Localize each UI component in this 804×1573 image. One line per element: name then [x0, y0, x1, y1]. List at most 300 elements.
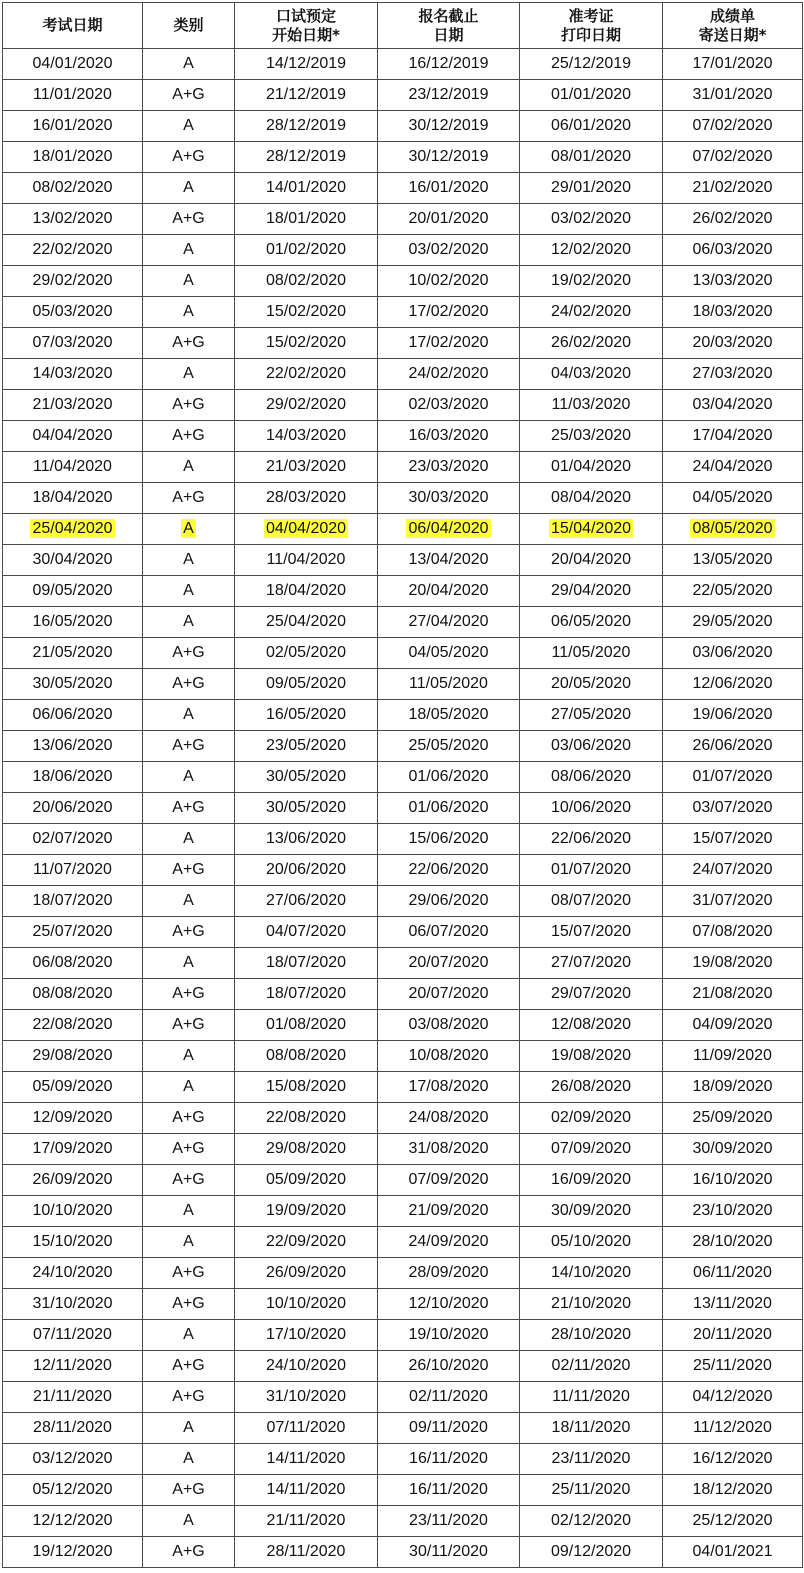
- transcript-mail-cell: [663, 514, 803, 545]
- cell-text: 28/10/2020: [692, 1233, 773, 1250]
- cell-text: 15/07/2020: [550, 923, 632, 940]
- cell-text: 24/08/2020: [408, 1109, 489, 1126]
- cell-text: 13/05/2020: [692, 551, 773, 568]
- exam-date-cell: [3, 1227, 143, 1258]
- deadline-cell: [378, 1196, 520, 1227]
- table-row: [3, 886, 803, 917]
- category-cell: [143, 1351, 235, 1382]
- cell-text: 01/04/2020: [550, 458, 632, 475]
- transcript-mail-cell: [663, 142, 803, 173]
- ticket-print-cell: [520, 1413, 663, 1444]
- cell-text: 11/09/2020: [693, 1047, 772, 1064]
- cell-text: 21/08/2020: [692, 985, 773, 1002]
- cell-text: 06/07/2020: [408, 923, 489, 940]
- cell-text: A: [183, 1512, 194, 1529]
- deadline-cell: [378, 142, 520, 173]
- cell-text: 04/01/2021: [692, 1543, 773, 1560]
- exam-date-cell: [3, 80, 143, 111]
- cell-text: A+G: [172, 861, 205, 878]
- cell-text: 02/07/2020: [32, 830, 113, 847]
- table-row: [3, 669, 803, 700]
- cell-text: 04/09/2020: [692, 1016, 773, 1033]
- table-row: [3, 1072, 803, 1103]
- cell-text: A: [183, 1233, 194, 1250]
- cell-text: 25/12/2020: [692, 1512, 773, 1529]
- transcript-mail-cell: [663, 855, 803, 886]
- ticket-print-cell: [520, 452, 663, 483]
- speaking-start-cell: [235, 731, 378, 762]
- cell-text: 07/02/2020: [692, 117, 773, 134]
- deadline-cell: [378, 390, 520, 421]
- cell-text: 16/11/2020: [409, 1450, 488, 1467]
- cell-text: 28/03/2020: [265, 489, 347, 506]
- header-speaking-start-date: [235, 3, 378, 49]
- ticket-print-cell: [520, 204, 663, 235]
- category-cell: [143, 266, 235, 297]
- cell-text: 15/02/2020: [265, 303, 347, 320]
- table-row: [3, 1382, 803, 1413]
- deadline-cell: [378, 111, 520, 142]
- speaking-start-cell: [235, 886, 378, 917]
- category-cell: [143, 1382, 235, 1413]
- cell-text: A+G: [172, 396, 205, 413]
- cell-text: 11/05/2020: [551, 644, 631, 661]
- table-row: [3, 1351, 803, 1382]
- deadline-cell: [378, 1103, 520, 1134]
- cell-text: 02/05/2020: [265, 644, 347, 661]
- deadline-cell: [378, 359, 520, 390]
- category-cell: [143, 1413, 235, 1444]
- category-cell: [143, 1506, 235, 1537]
- cell-text: A: [183, 520, 194, 537]
- deadline-cell: [378, 1258, 520, 1289]
- deadline-cell: [378, 1382, 520, 1413]
- exam-date-cell: [3, 762, 143, 793]
- cell-text: 22/06/2020: [550, 830, 632, 847]
- cell-text: 12/08/2020: [550, 1016, 632, 1033]
- exam-date-cell: [3, 669, 143, 700]
- cell-text: 19/10/2020: [408, 1326, 489, 1343]
- table-row: [3, 1041, 803, 1072]
- cell-text: 04/07/2020: [265, 923, 347, 940]
- cell-text: A+G: [172, 1357, 205, 1374]
- header-line: 口试预定: [275, 6, 336, 25]
- category-cell: [143, 111, 235, 142]
- cell-text: 19/12/2020: [32, 1543, 113, 1560]
- cell-text: 25/04/2020: [265, 613, 347, 630]
- table-row: [3, 1537, 803, 1568]
- cell-text: 18/04/2020: [265, 582, 347, 599]
- cell-text: 30/11/2020: [409, 1543, 488, 1560]
- cell-text: 16/12/2020: [692, 1450, 773, 1467]
- cell-text: 13/03/2020: [692, 272, 773, 289]
- cell-text: 28/09/2020: [408, 1264, 489, 1281]
- cell-text: 02/12/2020: [550, 1512, 632, 1529]
- cell-text: 04/03/2020: [550, 365, 632, 382]
- schedule-body: [3, 49, 803, 1568]
- cell-text: 07/08/2020: [692, 923, 773, 940]
- cell-text: A+G: [172, 1543, 205, 1560]
- ticket-print-cell: [520, 1320, 663, 1351]
- cell-text: 03/12/2020: [32, 1450, 113, 1467]
- deadline-cell: [378, 514, 520, 545]
- category-cell: [143, 886, 235, 917]
- cell-text: A: [183, 1326, 194, 1343]
- category-cell: [143, 824, 235, 855]
- speaking-start-cell: [235, 390, 378, 421]
- cell-text: 26/02/2020: [692, 210, 773, 227]
- table-row: [3, 1506, 803, 1537]
- header-exam-date: [3, 3, 143, 49]
- deadline-cell: [378, 1010, 520, 1041]
- cell-text: 16/11/2020: [409, 1481, 488, 1498]
- category-cell: [143, 297, 235, 328]
- cell-text: 22/08/2020: [265, 1109, 347, 1126]
- cell-text: 18/09/2020: [692, 1078, 773, 1095]
- cell-text: 14/12/2019: [265, 55, 347, 72]
- table-row: [3, 111, 803, 142]
- deadline-cell: [378, 731, 520, 762]
- speaking-start-cell: [235, 80, 378, 111]
- cell-text: 26/09/2020: [32, 1171, 113, 1188]
- table-row: [3, 948, 803, 979]
- exam-date-cell: [3, 1041, 143, 1072]
- cell-text: 02/11/2020: [551, 1357, 631, 1374]
- table-row: [3, 824, 803, 855]
- cell-text: A+G: [172, 489, 205, 506]
- category-cell: [143, 328, 235, 359]
- exam-date-cell: [3, 545, 143, 576]
- transcript-mail-cell: [663, 204, 803, 235]
- ticket-print-cell: [520, 1196, 663, 1227]
- cell-text: 21/03/2020: [265, 458, 347, 475]
- cell-text: 20/03/2020: [692, 334, 773, 351]
- ticket-print-cell: [520, 1227, 663, 1258]
- cell-text: 12/02/2020: [550, 241, 632, 258]
- ticket-print-cell: [520, 1475, 663, 1506]
- cell-text: 13/04/2020: [408, 551, 489, 568]
- deadline-cell: [378, 1444, 520, 1475]
- cell-text: 16/03/2020: [408, 427, 489, 444]
- exam-date-cell: [3, 235, 143, 266]
- ticket-print-cell: [520, 1041, 663, 1072]
- cell-text: 30/12/2019: [408, 117, 489, 134]
- cell-text: 18/05/2020: [408, 706, 489, 723]
- category-cell: [143, 514, 235, 545]
- speaking-start-cell: [235, 173, 378, 204]
- transcript-mail-cell: [663, 111, 803, 142]
- exam-date-cell: [3, 576, 143, 607]
- speaking-start-cell: [235, 576, 378, 607]
- speaking-start-cell: [235, 1134, 378, 1165]
- speaking-start-cell: [235, 1289, 378, 1320]
- deadline-cell: [378, 576, 520, 607]
- table-row: [3, 1258, 803, 1289]
- speaking-start-cell: [235, 1072, 378, 1103]
- table-row: [3, 49, 803, 80]
- table-row: [3, 297, 803, 328]
- exam-date-cell: [3, 886, 143, 917]
- deadline-cell: [378, 49, 520, 80]
- cell-text: 27/04/2020: [408, 613, 489, 630]
- header-row: [3, 3, 803, 49]
- ticket-print-cell: [520, 545, 663, 576]
- cell-text: 01/07/2020: [550, 861, 632, 878]
- transcript-mail-cell: [663, 1351, 803, 1382]
- deadline-cell: [378, 1165, 520, 1196]
- cell-text: 06/04/2020: [408, 520, 489, 537]
- table-row: [3, 483, 803, 514]
- cell-text: 03/06/2020: [550, 737, 632, 754]
- cell-text: 06/11/2020: [693, 1264, 772, 1281]
- exam-date-cell: [3, 607, 143, 638]
- speaking-start-cell: [235, 1475, 378, 1506]
- cell-text: 27/05/2020: [550, 706, 632, 723]
- transcript-mail-cell: [663, 669, 803, 700]
- cell-text: 16/05/2020: [32, 613, 113, 630]
- transcript-mail-cell: [663, 173, 803, 204]
- cell-text: 17/02/2020: [408, 303, 489, 320]
- cell-text: 17/02/2020: [408, 334, 489, 351]
- cell-text: A: [183, 1419, 194, 1436]
- transcript-mail-cell: [663, 1134, 803, 1165]
- speaking-start-cell: [235, 1227, 378, 1258]
- table-row: [3, 1320, 803, 1351]
- ticket-print-cell: [520, 266, 663, 297]
- header-line: 考试日期: [42, 16, 103, 34]
- cell-text: 08/02/2020: [32, 179, 113, 196]
- exam-schedule-table: [2, 2, 803, 1568]
- deadline-cell: [378, 700, 520, 731]
- cell-text: 31/08/2020: [408, 1140, 489, 1157]
- ticket-print-cell: [520, 979, 663, 1010]
- speaking-start-cell: [235, 1041, 378, 1072]
- deadline-cell: [378, 917, 520, 948]
- category-cell: [143, 1041, 235, 1072]
- transcript-mail-cell: [663, 979, 803, 1010]
- ticket-print-cell: [520, 1165, 663, 1196]
- cell-text: 15/08/2020: [265, 1078, 347, 1095]
- transcript-mail-cell: [663, 49, 803, 80]
- table-row: [3, 1413, 803, 1444]
- ticket-print-cell: [520, 235, 663, 266]
- speaking-start-cell: [235, 266, 378, 297]
- ticket-print-cell: [520, 1258, 663, 1289]
- table-row: [3, 1227, 803, 1258]
- cell-text: A+G: [172, 1016, 205, 1033]
- cell-text: 20/04/2020: [408, 582, 489, 599]
- category-cell: [143, 359, 235, 390]
- cell-text: 24/02/2020: [408, 365, 489, 382]
- deadline-cell: [378, 1320, 520, 1351]
- cell-text: A: [183, 706, 194, 723]
- category-cell: [143, 483, 235, 514]
- ticket-print-cell: [520, 762, 663, 793]
- cell-text: 12/11/2020: [33, 1357, 112, 1374]
- cell-text: 11/07/2020: [33, 861, 112, 878]
- exam-date-cell: [3, 514, 143, 545]
- cell-text: A: [183, 582, 194, 599]
- ticket-print-cell: [520, 1537, 663, 1568]
- cell-text: 21/11/2020: [266, 1512, 346, 1529]
- transcript-mail-cell: [663, 328, 803, 359]
- exam-date-cell: [3, 917, 143, 948]
- table-row: [3, 545, 803, 576]
- table-row: [3, 1103, 803, 1134]
- cell-text: 23/12/2019: [408, 86, 489, 103]
- deadline-cell: [378, 483, 520, 514]
- cell-text: 15/06/2020: [408, 830, 489, 847]
- cell-text: A: [183, 892, 194, 909]
- speaking-start-cell: [235, 948, 378, 979]
- table-row: [3, 1134, 803, 1165]
- cell-text: 18/01/2020: [32, 148, 113, 165]
- deadline-cell: [378, 1351, 520, 1382]
- exam-date-cell: [3, 142, 143, 173]
- transcript-mail-cell: [663, 700, 803, 731]
- cell-text: 05/03/2020: [32, 303, 113, 320]
- category-cell: [143, 1103, 235, 1134]
- deadline-cell: [378, 545, 520, 576]
- cell-text: 30/09/2020: [550, 1202, 632, 1219]
- ticket-print-cell: [520, 111, 663, 142]
- cell-text: 07/09/2020: [550, 1140, 632, 1157]
- cell-text: 13/11/2020: [693, 1295, 772, 1312]
- transcript-mail-cell: [663, 1103, 803, 1134]
- deadline-cell: [378, 80, 520, 111]
- deadline-cell: [378, 1134, 520, 1165]
- cell-text: A+G: [172, 985, 205, 1002]
- header-transcript-mail-date: [663, 3, 803, 49]
- table-row: [3, 607, 803, 638]
- cell-text: 27/07/2020: [550, 954, 632, 971]
- exam-date-cell: [3, 421, 143, 452]
- category-cell: [143, 1134, 235, 1165]
- cell-text: 18/11/2020: [551, 1419, 631, 1436]
- exam-date-cell: [3, 1351, 143, 1382]
- exam-date-cell: [3, 824, 143, 855]
- table-row: [3, 421, 803, 452]
- table-row: [3, 1475, 803, 1506]
- speaking-start-cell: [235, 1320, 378, 1351]
- cell-text: A: [183, 241, 194, 258]
- table-row: [3, 390, 803, 421]
- cell-text: 17/08/2020: [408, 1078, 489, 1095]
- category-cell: [143, 948, 235, 979]
- transcript-mail-cell: [663, 1258, 803, 1289]
- table-row: [3, 1289, 803, 1320]
- speaking-start-cell: [235, 204, 378, 235]
- cell-text: 23/03/2020: [408, 458, 489, 475]
- cell-text: A: [183, 55, 194, 72]
- category-cell: [143, 1537, 235, 1568]
- exam-date-cell: [3, 1537, 143, 1568]
- category-cell: [143, 1444, 235, 1475]
- cell-text: 26/09/2020: [265, 1264, 347, 1281]
- cell-text: 27/03/2020: [692, 365, 773, 382]
- cell-text: 30/05/2020: [265, 799, 347, 816]
- cell-text: 14/10/2020: [550, 1264, 632, 1281]
- speaking-start-cell: [235, 855, 378, 886]
- transcript-mail-cell: [663, 390, 803, 421]
- ticket-print-cell: [520, 793, 663, 824]
- ticket-print-cell: [520, 1072, 663, 1103]
- exam-date-cell: [3, 700, 143, 731]
- category-cell: [143, 545, 235, 576]
- cell-text: A: [183, 613, 194, 630]
- cell-text: 29/08/2020: [265, 1140, 347, 1157]
- cell-text: 23/10/2020: [692, 1202, 773, 1219]
- cell-text: 18/01/2020: [265, 210, 347, 227]
- cell-text: A: [183, 365, 194, 382]
- transcript-mail-cell: [663, 1165, 803, 1196]
- category-cell: [143, 855, 235, 886]
- ticket-print-cell: [520, 359, 663, 390]
- cell-text: 30/09/2020: [692, 1140, 773, 1157]
- ticket-print-cell: [520, 669, 663, 700]
- header-line: 寄送日期*: [698, 25, 767, 44]
- cell-text: 09/11/2020: [409, 1419, 488, 1436]
- cell-text: 29/08/2020: [32, 1047, 113, 1064]
- cell-text: 28/11/2020: [266, 1543, 346, 1560]
- category-cell: [143, 576, 235, 607]
- category-cell: [143, 1475, 235, 1506]
- deadline-cell: [378, 824, 520, 855]
- exam-date-cell: [3, 731, 143, 762]
- ticket-print-cell: [520, 731, 663, 762]
- transcript-mail-cell: [663, 359, 803, 390]
- cell-text: 03/06/2020: [692, 644, 773, 661]
- deadline-cell: [378, 948, 520, 979]
- cell-text: A+G: [172, 1295, 205, 1312]
- transcript-mail-cell: [663, 1475, 803, 1506]
- cell-text: 25/11/2020: [551, 1481, 631, 1498]
- cell-text: 15/10/2020: [32, 1233, 113, 1250]
- cell-text: 24/10/2020: [265, 1357, 347, 1374]
- cell-text: 22/06/2020: [408, 861, 489, 878]
- table-row: [3, 173, 803, 204]
- ticket-print-cell: [520, 297, 663, 328]
- cell-text: 07/11/2020: [266, 1419, 346, 1436]
- cell-text: 07/02/2020: [692, 148, 773, 165]
- speaking-start-cell: [235, 49, 378, 80]
- cell-text: 02/09/2020: [550, 1109, 632, 1126]
- exam-date-cell: [3, 1196, 143, 1227]
- table-row-highlighted: [3, 514, 803, 545]
- cell-text: 06/03/2020: [692, 241, 773, 258]
- cell-text: 26/02/2020: [550, 334, 632, 351]
- speaking-start-cell: [235, 235, 378, 266]
- exam-date-cell: [3, 1413, 143, 1444]
- cell-text: 06/08/2020: [32, 954, 113, 971]
- speaking-start-cell: [235, 1010, 378, 1041]
- table-row: [3, 359, 803, 390]
- cell-text: 20/11/2020: [693, 1326, 772, 1343]
- cell-text: 13/02/2020: [32, 210, 113, 227]
- ticket-print-cell: [520, 948, 663, 979]
- ticket-print-cell: [520, 390, 663, 421]
- table-row: [3, 235, 803, 266]
- category-cell: [143, 1227, 235, 1258]
- cell-text: 08/01/2020: [550, 148, 632, 165]
- deadline-cell: [378, 266, 520, 297]
- header-category: [143, 3, 235, 49]
- cell-text: A: [183, 1202, 194, 1219]
- cell-text: 22/02/2020: [32, 241, 113, 258]
- ticket-print-cell: [520, 1444, 663, 1475]
- speaking-start-cell: [235, 1537, 378, 1568]
- transcript-mail-cell: [663, 1537, 803, 1568]
